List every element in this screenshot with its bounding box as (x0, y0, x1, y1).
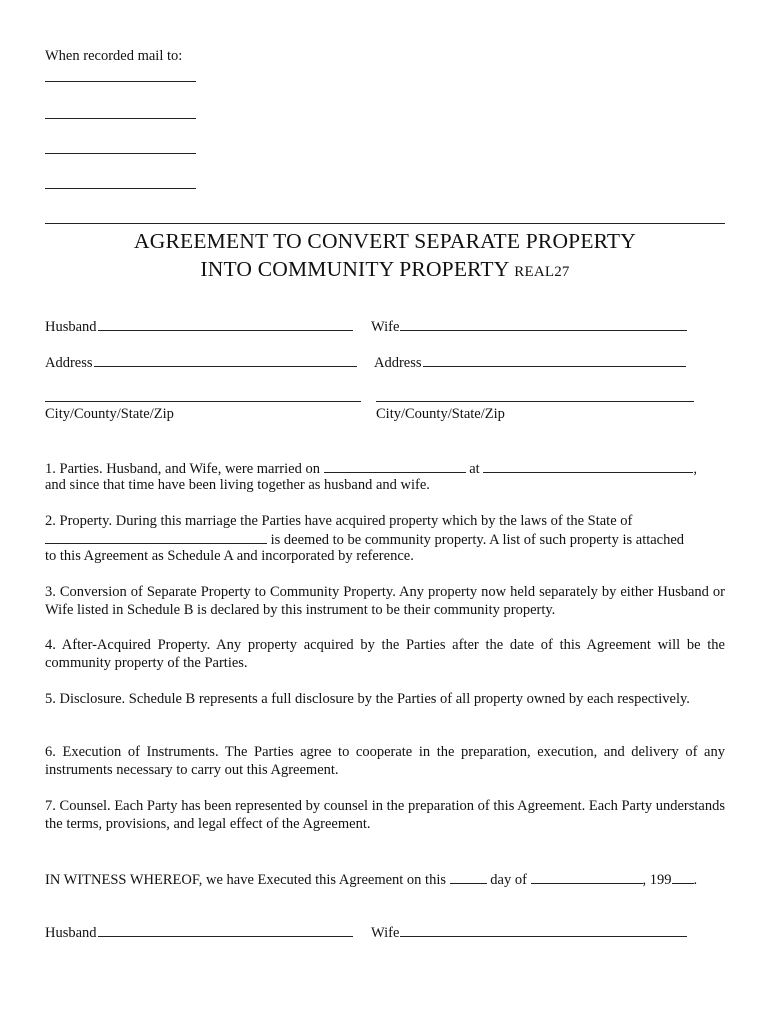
wife-name-input[interactable] (400, 316, 687, 331)
form-code: REAL27 (514, 264, 570, 280)
husband-address-input[interactable] (94, 352, 357, 367)
wife-signature-input[interactable] (400, 922, 687, 937)
wife-signature-label: Wife (371, 925, 400, 941)
witness-text-c: , 199 (642, 872, 672, 888)
p2-text-b: is deemed to be community property. A list of such property is attached (270, 532, 685, 548)
wife-address-input[interactable] (423, 352, 686, 367)
husband-address-field (45, 352, 357, 372)
state-input[interactable] (45, 529, 267, 544)
husband-field (45, 316, 353, 336)
paragraph-6: 6. Execution of Instruments. The Parties agree to cooperate in the preparation, execution, and delivery of any instruments necessary to carry out this Agreement. (45, 744, 725, 778)
husband-signature-label: Husband (45, 925, 97, 941)
paragraph-7: 7. Counsel. Each Party has been represented by counsel in the preparation of this Agreement. Each Party understands the terms, provisions, and legal effect of the Agreement. (45, 798, 725, 832)
p1-text-d: and since that time have been living together as husband and wife. (45, 477, 430, 493)
husband-city-input[interactable] (45, 401, 361, 402)
husband-address-label: Address (45, 355, 93, 371)
witness-month-input[interactable] (531, 869, 643, 884)
wife-label: Wife (371, 319, 400, 335)
wife-city-label: City/County/State/Zip (376, 406, 505, 422)
paragraph-1-line-1 (45, 458, 697, 478)
paragraph-2-line-2 (45, 529, 684, 549)
paragraph-5: 5. Disclosure. Schedule B represents a full disclosure by the Parties of all property owned by each respectively. (45, 691, 690, 707)
wife-address-label: Address (374, 355, 422, 371)
witness-day-input[interactable] (450, 869, 487, 884)
witness-line (45, 869, 697, 889)
mail-line-2[interactable] (45, 118, 196, 119)
mail-line-3[interactable] (45, 153, 196, 154)
wife-signature-field (371, 922, 687, 942)
p1-text-b: at (469, 461, 480, 477)
mail-to-label: When recorded mail to: (45, 48, 183, 64)
wife-address-field (374, 352, 686, 372)
marriage-place-input[interactable] (483, 458, 693, 473)
witness-year-input[interactable] (672, 869, 694, 884)
husband-name-input[interactable] (98, 316, 353, 331)
mail-line-1[interactable] (45, 81, 196, 82)
paragraph-3: 3. Conversion of Separate Property to Community Property. Any property now held separately by either Husband or Wife listed in Schedule B is declared by this instrument to be their community property. (45, 584, 725, 618)
p1-text-a: 1. Parties. Husband, and Wife, were married on (45, 461, 320, 477)
title-line-1: AGREEMENT TO CONVERT SEPARATE PROPERTY (134, 229, 636, 253)
mail-line-4[interactable] (45, 188, 196, 189)
husband-signature-input[interactable] (98, 922, 353, 937)
title-line-2 (45, 256, 725, 285)
witness-text-d: . (693, 872, 698, 888)
husband-signature-field (45, 922, 353, 942)
wife-field (371, 316, 687, 336)
witness-text-b: day of (490, 872, 527, 888)
husband-label: Husband (45, 319, 97, 335)
marriage-date-input[interactable] (324, 458, 466, 473)
witness-text-a: IN WITNESS WHEREOF, we have Executed this Agreement on this (45, 872, 447, 888)
paragraph-4: 4. After-Acquired Property. Any property acquired by the Parties after the date of this Agreement will be the community property of the Parties. (45, 637, 725, 671)
p1-text-c: , (693, 461, 697, 477)
header-divider (45, 223, 725, 224)
title-line-2-text: INTO COMMUNITY PROPERTY (200, 257, 509, 281)
husband-city-label: City/County/State/Zip (45, 406, 174, 422)
wife-city-input[interactable] (376, 401, 694, 402)
p2-text-c: to this Agreement as Schedule A and incorporated by reference. (45, 548, 414, 564)
p2-text-a: 2. Property. During this marriage the Parties have acquired property which by the laws of the State of (45, 513, 633, 529)
